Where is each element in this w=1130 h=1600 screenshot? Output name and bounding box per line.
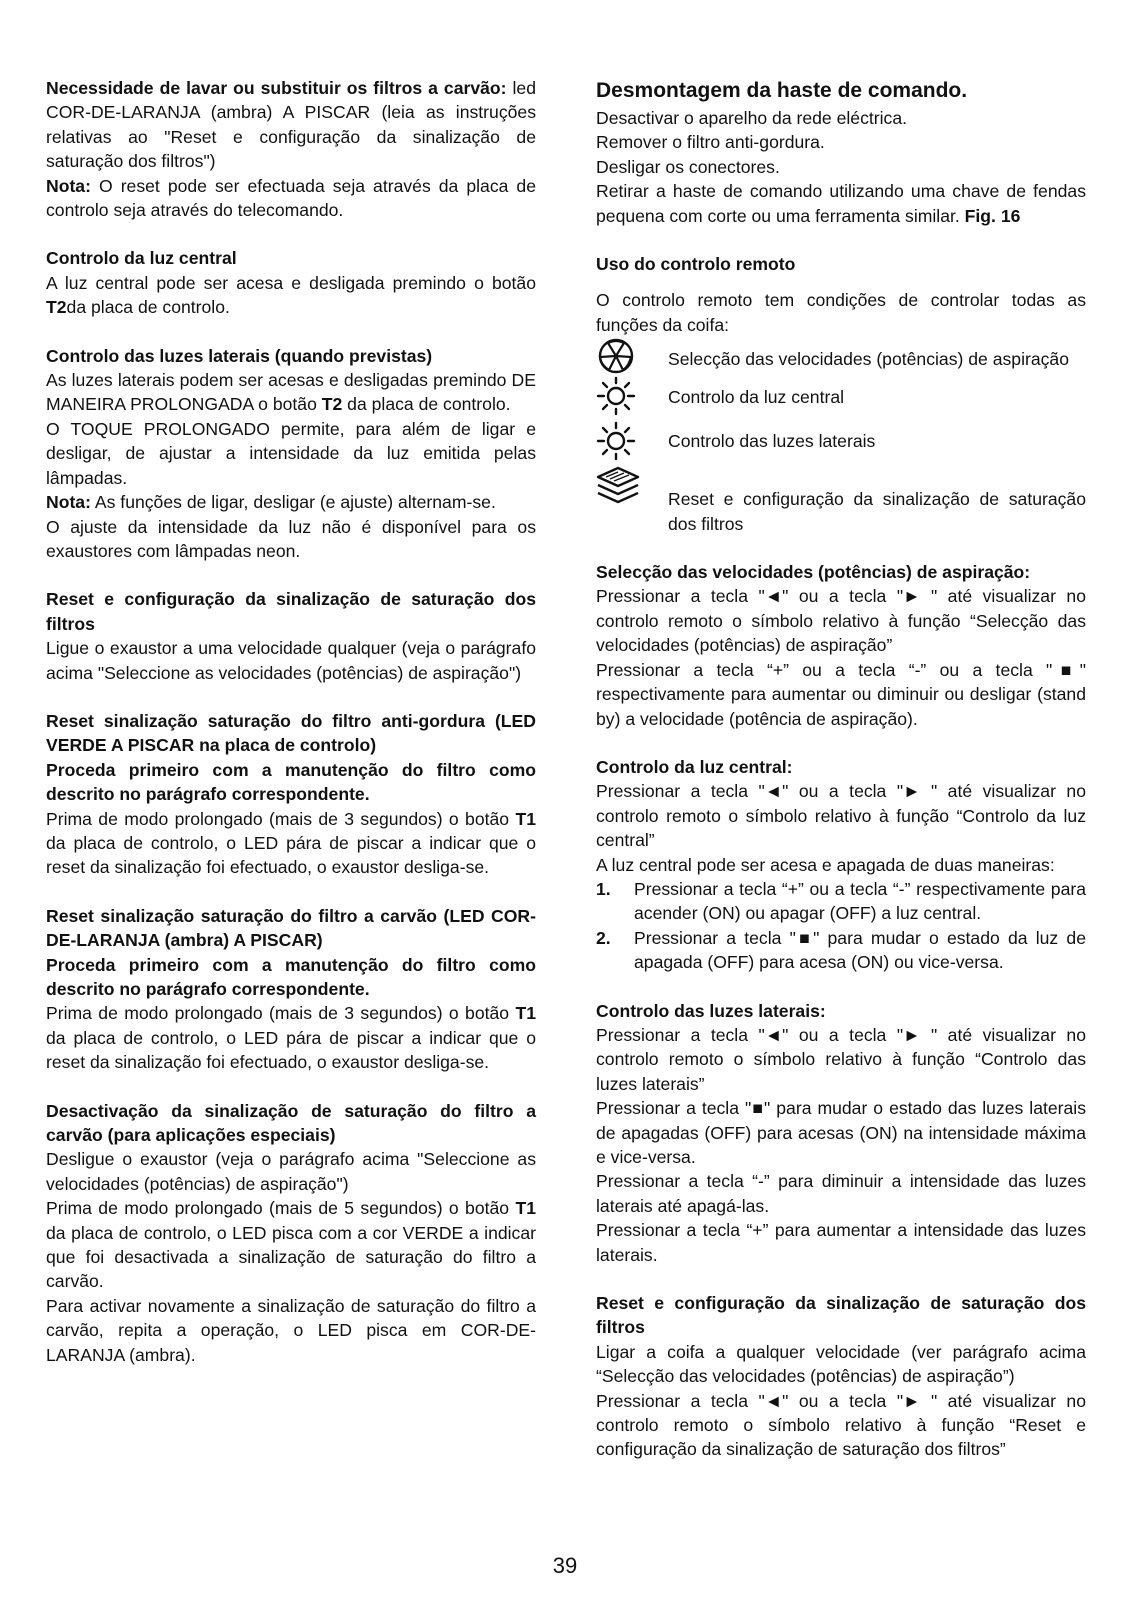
- step-line: Remover o filtro anti-gordura.: [596, 132, 825, 153]
- section-bold-instruction: Proceda primeiro com a manutenção do filtro como descrito no parágrafo correspondente.: [46, 759, 536, 805]
- list-item-label: Selecção das velocidades (potências) de aspiração: [668, 349, 1069, 370]
- list-item: [596, 337, 1086, 375]
- section-heading: Desactivação da sinalização de saturação do filtro a carvão (para aplicações especiais): [46, 1100, 536, 1146]
- section-text: A luz central pode ser acesa e desligada premindo o botão T2da placa de controlo.: [46, 272, 536, 318]
- filter-layers-icon: [596, 465, 668, 513]
- central-light-icon: [596, 375, 668, 423]
- section-text: Desligue o exaustor (veja o parágrafo acima "Seleccione as velocidades (potências) de aspiração"): [46, 1149, 536, 1194]
- list-item: [596, 465, 1086, 536]
- left-column: [46, 76, 536, 1367]
- section-text: Para activar novamente a sinalização de saturação do filtro a carvão, repita a operação, o LED pisca em COR-DE-LARANJA (ambra).: [46, 1295, 536, 1365]
- section-text: Pressionar a tecla "◄" ou a tecla "► " até visualizar no controlo remoto o símbolo relativo à função “Controlo da luz central”: [596, 781, 1086, 851]
- section-text: Prima de modo prolongado (mais de 5 segundos) o botão T1 da placa de controlo, o LED pisca com a cor VERDE a indicar que foi desactivada a sinalização de saturação do filtro a carvão.: [46, 1198, 536, 1292]
- section-text: A luz central pode ser acesa e apagada de duas maneiras:: [596, 854, 1055, 875]
- section-title: Desmontagem da haste de comando.: [596, 79, 968, 102]
- list-item: [596, 375, 1086, 421]
- section-text: Pressionar a tecla "■" para mudar o estado das luzes laterais de apagadas (OFF) para acesas (ON) na intensidade máxima e vice-versa.: [596, 1098, 1086, 1167]
- section-text: Pressionar a tecla “+” ou a tecla “-” ou a tecla "■" respectivamente para aumentar ou diminuir ou desligar (stand by) a velocidade (potência de aspiração).: [596, 659, 1086, 729]
- section-text: Prima de modo prolongado (mais de 3 segundos) o botão T1 da placa de controlo, o LED pára de piscar a indicar que o reset da sinalização foi efectuado, o exaustor desliga-se.: [46, 1003, 536, 1073]
- section-text: Pressionar a tecla "◄" ou a tecla "► " até visualizar no controlo remoto o símbolo relativo à função “Controlo das luzes laterais”: [596, 1024, 1086, 1094]
- section-text: Prima de modo prolongado (mais de 3 segundos) o botão T1 da placa de controlo, o LED pára de piscar a indicar que o reset da sinalização foi efectuado, o exaustor desliga-se.: [46, 808, 536, 878]
- section-heading: Reset e configuração da sinalização de saturação dos filtros: [46, 589, 536, 634]
- section-heading: Uso do controlo remoto: [596, 254, 796, 275]
- section-bold-instruction: Proceda primeiro com a manutenção do filtro como descrito no parágrafo correspondente.: [46, 954, 536, 999]
- section-heading: Controlo das luzes laterais:: [596, 1000, 826, 1021]
- list-item: 2. Pressionar a tecla "■" para mudar o estado da luz de apagada (OFF) para acesa (ON) ou vice-versa.: [596, 927, 1086, 973]
- step-line: Retirar a haste de comando utilizando uma chave de fendas pequena com corte ou uma ferramenta similar. Fig. 16: [596, 181, 1086, 226]
- section-text: Pressionar a tecla “+” para aumentar a intensidade das luzes laterais.: [596, 1220, 1086, 1265]
- section-heading: Controlo da luz central: [46, 248, 237, 269]
- section-heading: Controlo das luzes laterais (quando previstas): [46, 345, 433, 366]
- section-text: Ligue o exaustor a uma velocidade qualquer (veja o parágrafo acima "Seleccione as velocidades (potências) de aspiração"): [46, 638, 536, 683]
- section-text: O ajuste da intensidade da luz não é disponível para os exaustores com lâmpadas neon.: [46, 516, 536, 561]
- section-text: O controlo remoto tem condições de controlar todas as funções da coifa:: [596, 290, 1086, 335]
- steps-list: [596, 877, 1086, 975]
- section-heading: Controlo da luz central:: [596, 756, 793, 777]
- section-text: Ligar a coifa a qualquer velocidade (ver parágrafo acima “Selecção das velocidades (potências) de aspiração”): [596, 1341, 1086, 1387]
- section-text: Pressionar a tecla “-” para diminuir a intensidade das luzes laterais até apagá-las.: [596, 1171, 1086, 1216]
- side-lights-icon: [596, 421, 668, 467]
- right-column: [596, 76, 1086, 1462]
- list-item: [596, 421, 1086, 465]
- note-paragraph: Nota: O reset pode ser efectuada seja através da placa de controlo seja através do telecomando.: [46, 175, 536, 221]
- section-heading: Reset sinalização saturação do filtro anti-gordura (LED VERDE A PISCAR na placa de controlo): [46, 710, 536, 756]
- note-paragraph: Nota: As funções de ligar, desligar (e ajuste) alternam-se.: [46, 492, 496, 513]
- section-heading: Selecção das velocidades (potências) de aspiração:: [596, 562, 1031, 583]
- list-item-label: Controlo da luz central: [668, 387, 845, 408]
- list-item-label: Controlo das luzes laterais: [668, 431, 876, 452]
- page-number: 39: [552, 1553, 578, 1578]
- step-line: Desligar os conectores.: [596, 156, 780, 177]
- list-item: 1. Pressionar a tecla “+” ou a tecla “-” respectivamente para acender (ON) ou apagar (OFF) a luz central.: [596, 878, 1086, 924]
- section-heading: Reset sinalização saturação do filtro a carvão (LED COR-DE-LARANJA (ambra) A PISCAR): [46, 905, 536, 951]
- remote-function-list: [596, 337, 1086, 536]
- step-line: Desactivar o aparelho da rede eléctrica.: [596, 108, 907, 128]
- section-text: Pressionar a tecla "◄" ou a tecla "► " até visualizar no controlo remoto o símbolo relativo à função “Reset e configuração da sinalização de saturação dos filtros”: [596, 1390, 1086, 1460]
- section-text: As luzes laterais podem ser acesas e desligadas premindo DE MANEIRA PROLONGADA o botão T2 da placa de controlo.: [46, 370, 536, 415]
- figure-reference: Fig. 16: [964, 205, 1021, 226]
- section-heading: Reset e configuração da sinalização de saturação dos filtros: [596, 1293, 1086, 1338]
- section-text: O TOQUE PROLONGADO permite, para além de ligar e desligar, de ajustar a intensidade da luz emitida pelas lâmpadas.: [46, 418, 536, 488]
- section-text: Pressionar a tecla "◄" ou a tecla "► " até visualizar no controlo remoto o símbolo relativo à função “Selecção das velocidades (potências) de aspiração”: [596, 586, 1086, 656]
- notice-label: Necessidade de lavar ou substituir os filtros a carvão:: [46, 78, 507, 98]
- filter-carbon-notice: Necessidade de lavar ou substituir os filtros a carvão: led COR-DE-LARANJA (ambra) A PISCAR (leia as instruções relativas ao "Reset e configuração da sinalização de saturação dos filtros"): [46, 78, 536, 172]
- list-item-label: Reset e configuração da sinalização de saturação dos filtros: [668, 489, 1086, 534]
